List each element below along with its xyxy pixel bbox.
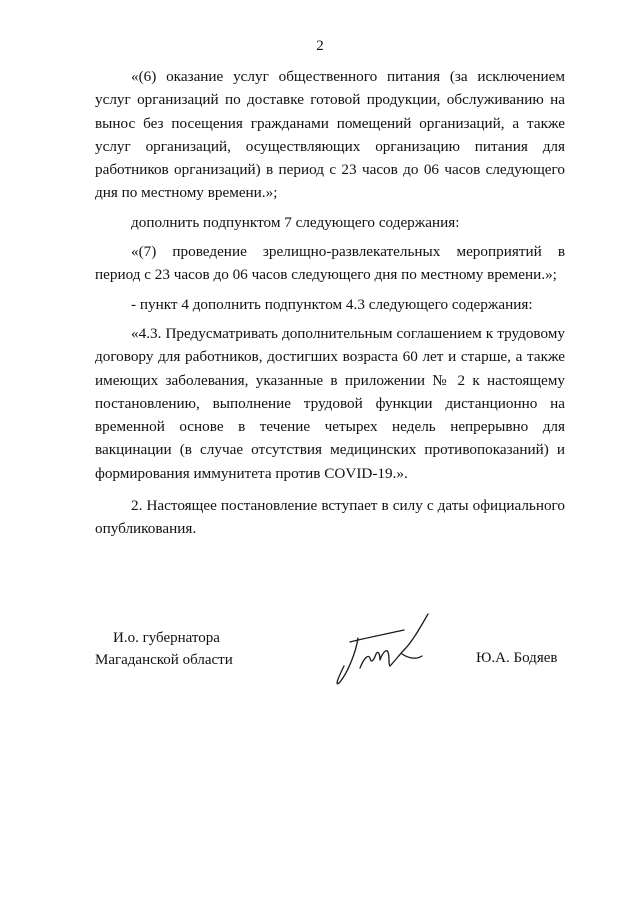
- signatory-position: [95, 627, 233, 671]
- page-number: 2: [316, 38, 324, 54]
- paragraph-add-item-4-3: - пункт 4 дополнить подпунктом 4.3 следующего содержания:: [131, 295, 533, 313]
- handwritten-signature: [330, 608, 450, 688]
- paragraph-item-4-3: «4.3. Предусматривать дополнительным соглашением к трудовому договору для работников, достигших возраста 60 лет и старше, а также имеющих заболевания, указанные в приложении № 2 к настоящему постановлению, выполнение трудовой функции дистанционно на временной основе в течение четырех недель непрерывно для вакцинации (в случае отсутствия медицинских противопоказаний) и формирования иммунитета против COVID-19.».: [95, 324, 565, 482]
- paragraph-add-item-7: дополнить подпунктом 7 следующего содержания:: [131, 213, 460, 231]
- document-body: [95, 65, 565, 541]
- signatory-name: Ю.А. Бодяев: [476, 650, 558, 666]
- paragraph-item-2: 2. Настоящее постановление вступает в силу с даты официального опубликования.: [95, 497, 565, 538]
- paragraph-item-7: «(7) проведение зрелищно-развлекательных мероприятий в период с 23 часов до 06 часов следующего дня по местному времени.»;: [95, 243, 565, 284]
- position-line-2: Магаданской области: [95, 652, 233, 668]
- paragraph-item-6: «(6) оказание услуг общественного питания (за исключением услуг организаций по доставке готовой продукции, обслуживанию на вынос без посещения гражданами помещений организаций, а также услуг организаций, осуществляющих организацию питания для работников организаций) в период с 23 часов до 06 часов следующего дня по местному времени.»;: [95, 68, 565, 202]
- position-line-1: И.о. губернатора: [113, 630, 220, 646]
